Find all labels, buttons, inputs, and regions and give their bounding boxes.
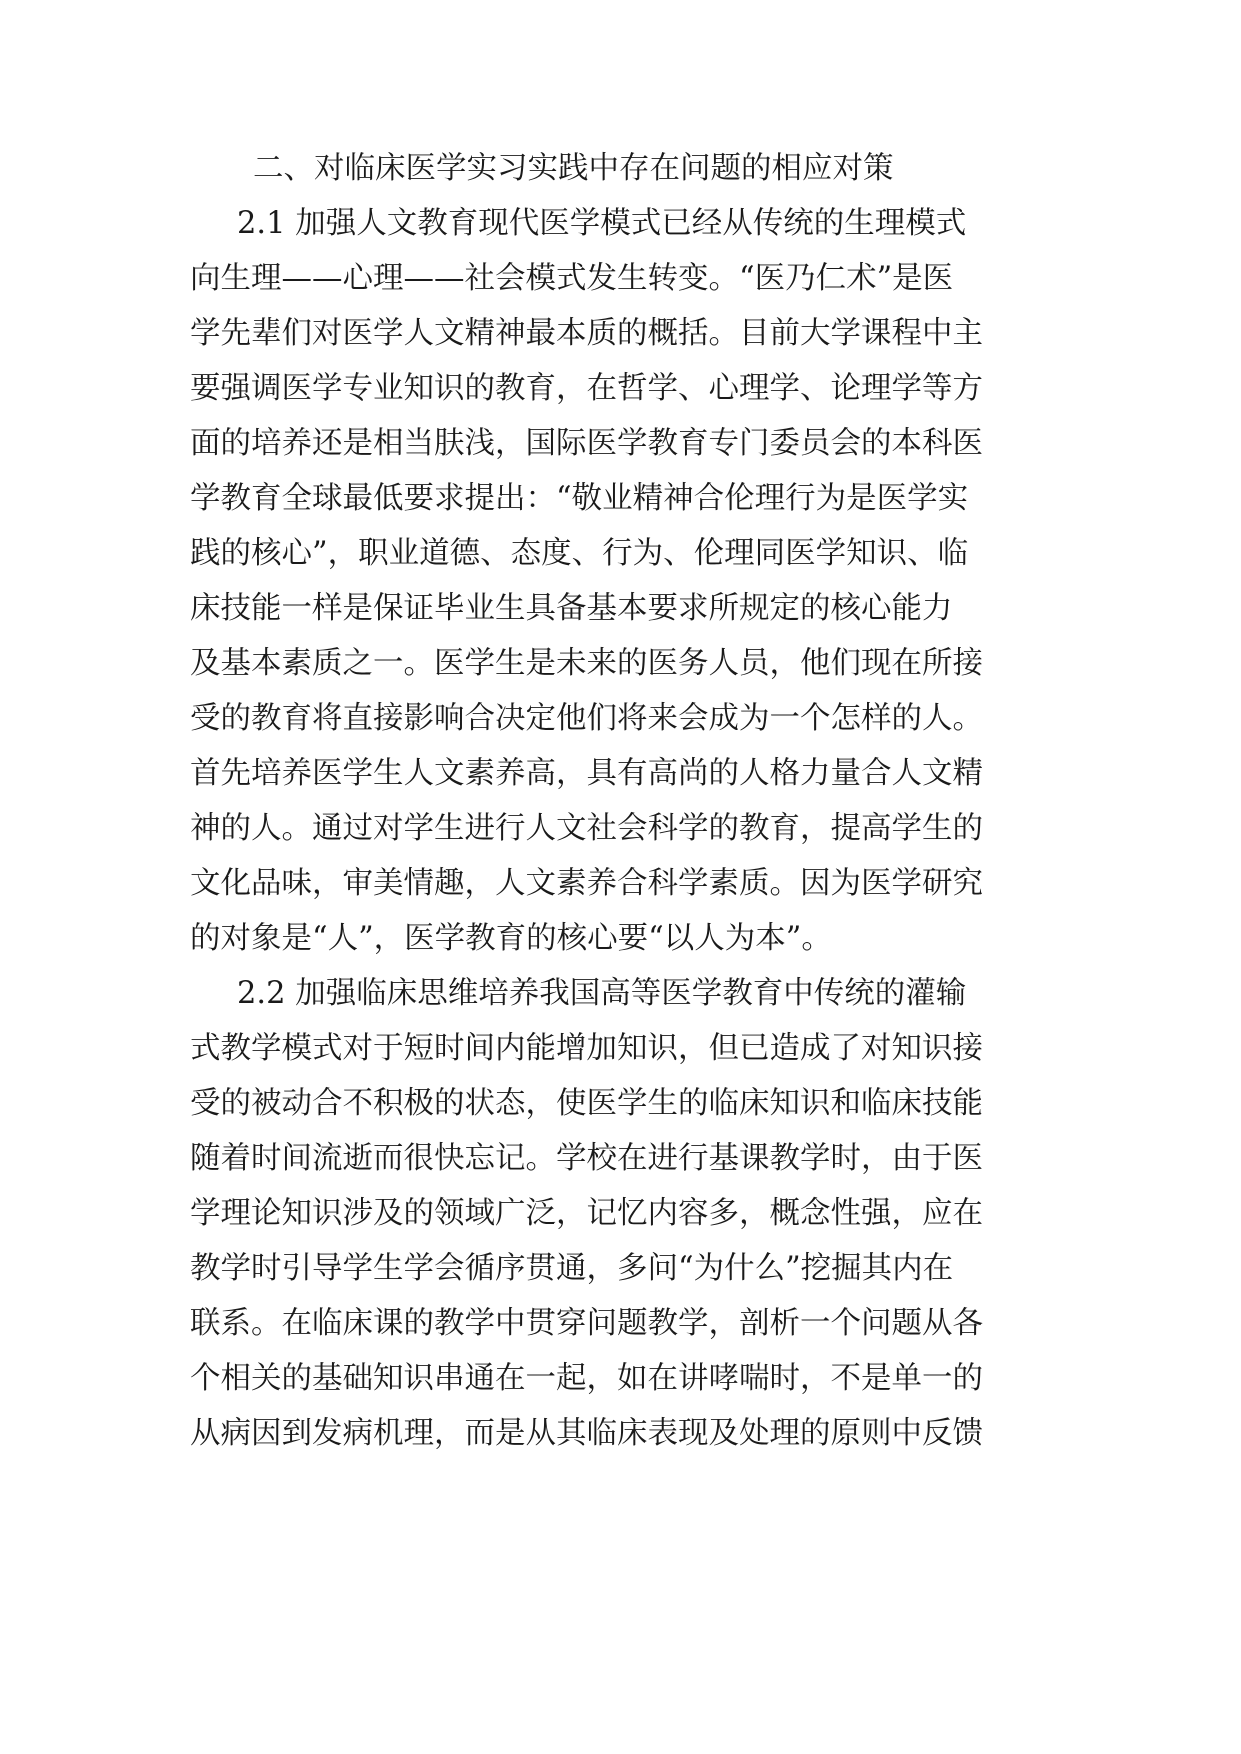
paragraph-2-2-line: 联系。在临床课的教学中贯穿问题教学，剖析一个问题从各	[190, 1306, 983, 1341]
paragraph-2-1-line: 践的核心”，职业道德、态度、行为、伦理同医学知识、临	[190, 536, 969, 571]
paragraph-2-1-line: 学教育全球最低要求提出：“敬业精神合伦理行为是医学实	[190, 481, 969, 516]
paragraph-2-1-line: 神的人。通过对学生进行人文社会科学的教育，提高学生的	[190, 811, 983, 846]
paragraph-2-2-line: 个相关的基础知识串通在一起，如在讲哮喘时，不是单一的	[190, 1361, 983, 1396]
paragraph-2-1-line: 的对象是“人”，医学教育的核心要“以人为本”。	[190, 921, 832, 956]
paragraph-2-1-line: 受的教育将直接影响合决定他们将来会成为一个怎样的人。	[190, 701, 983, 736]
paragraph-2-1-line: 2.1 加强人文教育现代医学模式已经从传统的生理模式	[237, 206, 967, 241]
paragraph-2-1-line: 向生理——心理——社会模式发生转变。“医乃仁术”是医	[190, 261, 954, 296]
paragraph-2-1-line: 要强调医学专业知识的教育，在哲学、心理学、论理学等方	[190, 371, 983, 406]
paragraph-2-1-line: 学先辈们对医学人文精神最本质的概括。目前大学课程中主	[190, 316, 983, 351]
paragraph-2-1-line: 床技能一样是保证毕业生具备基本要求所规定的核心能力	[190, 591, 953, 626]
paragraph-2-1-line: 面的培养还是相当肤浅，国际医学教育专门委员会的本科医	[190, 426, 983, 461]
paragraph-2-2-line: 随着时间流逝而很快忘记。学校在进行基课教学时，由于医	[190, 1141, 983, 1176]
paragraph-2-2-line: 从病因到发病机理，而是从其临床表现及处理的原则中反馈	[190, 1416, 983, 1451]
paragraph-2-2-line: 2.2 加强临床思维培养我国高等医学教育中传统的灌输	[237, 976, 967, 1011]
paragraph-2-2-line: 受的被动合不积极的状态，使医学生的临床知识和临床技能	[190, 1086, 983, 1121]
paragraph-2-2-line: 学理论知识涉及的领域广泛，记忆内容多，概念性强，应在	[190, 1196, 983, 1231]
paragraph-2-1-line: 及基本素质之一。医学生是未来的医务人员，他们现在所接	[190, 646, 983, 681]
paragraph-2-1-line: 首先培养医学生人文素养高，具有高尚的人格力量合人文精	[190, 756, 983, 791]
paragraph-2-1-line: 文化品味，审美情趣，人文素养合科学素质。因为医学研究	[190, 866, 983, 901]
paragraph-2-2-line: 式教学模式对于短时间内能增加知识，但已造成了对知识接	[190, 1031, 983, 1066]
paragraph-2-2-line: 教学时引导学生学会循序贯通，多问“为什么”挖掘其内在	[190, 1251, 954, 1286]
section-heading: 二、对临床医学实习实践中存在问题的相应对策	[253, 151, 894, 186]
